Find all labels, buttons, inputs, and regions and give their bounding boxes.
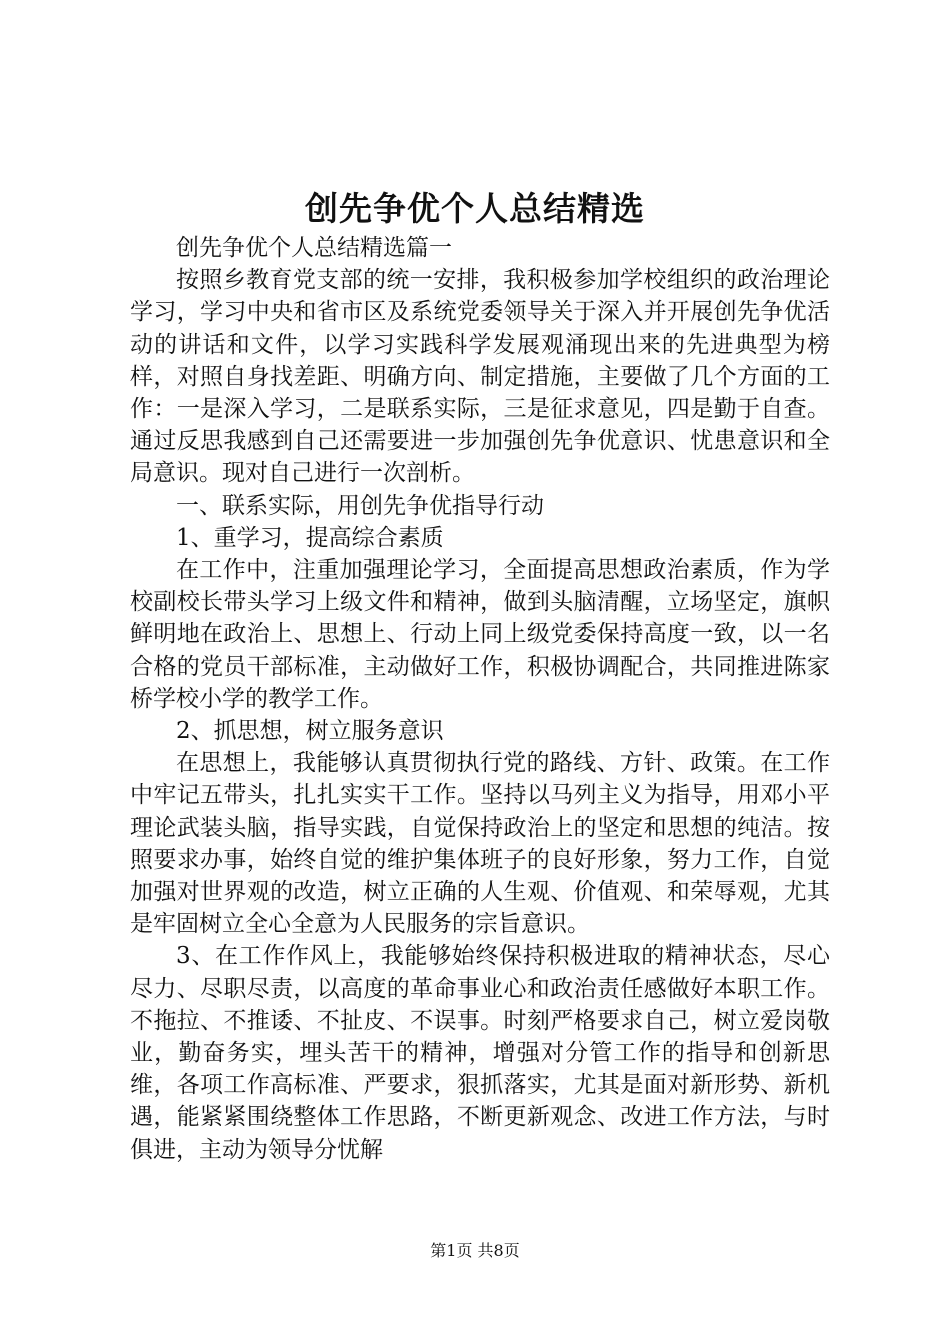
paragraph-work-style: 3、在工作作风上，我能够始终保持积极进取的精神状态，尽心尽力、尽职尽责，以高度的革命事业心和政治责任感做好本职工作。不拖拉、不推诿、不扯皮、不误事。时刻严格要求自己，树立爱岗敬业，勤奋务实，埋头苦干的精神，增强对分管工作的指导和创新思维，各项工作高标准、严要求，狠抓落实，尤其是面对新形势、新机遇，能紧紧围绕整体工作思路，不断更新观念、改进工作方法，与时俱进，主动为领导分忧解 xyxy=(130,943,830,1163)
subsection-heading-1: 1、重学习，提高综合素质 xyxy=(176,524,444,551)
section-heading-1: 一、联系实际，用创先争优指导行动 xyxy=(176,492,544,519)
document-title: 创先争优个人总结精选 xyxy=(305,189,645,228)
paragraph-thought: 在思想上，我能够认真贯彻执行党的路线、方针、政策。在工作中牢记五带头，扎扎实实干工作。坚持以马列主义为指导，用邓小平理论武装头脑，指导实践，自觉保持政治上的坚定和思想的纯洁。按照要求办事，始终自觉的维护集体班子的良好形象，努力工作，自觉加强对世界观的改造，树立正确的人生观、价值观、和荣辱观，尤其是牢固树立全心全意为人民服务的宗旨意识。 xyxy=(130,750,830,938)
paragraph-intro: 按照乡教育党支部的统一安排，我积极参加学校组织的政治理论学习，学习中央和省市区及系统党委领导关于深入并开展创先争优活动的讲话和文件，以学习实践科学发展观涌现出来的先进典型为榜样，对照自身找差距、明确方向、制定措施，主要做了几个方面的工作：一是深入学习，二是联系实际，三是征求意见，四是勤于自查。通过反思我感到自己还需要进一步加强创先争优意识、忧患意识和全局意识。现对自己进行一次剖析。 xyxy=(130,267,830,487)
paragraph-study: 在工作中，注重加强理论学习，全面提高思想政治素质，作为学校副校长带头学习上级文件和精神，做到头脑清醒，立场坚定，旗帜鲜明地在政治上、思想上、行动上同上级党委保持高度一致，以一名合格的党员干部标准，主动做好工作，积极协调配合，共同推进陈家桥学校小学的教学工作。 xyxy=(130,557,830,712)
subsection-heading-2: 2、抓思想，树立服务意识 xyxy=(176,718,444,745)
section-subtitle: 创先争优个人总结精选篇一 xyxy=(176,235,452,261)
page-footer: 第1页 共8页 xyxy=(430,1241,520,1260)
document-body xyxy=(130,232,830,1166)
